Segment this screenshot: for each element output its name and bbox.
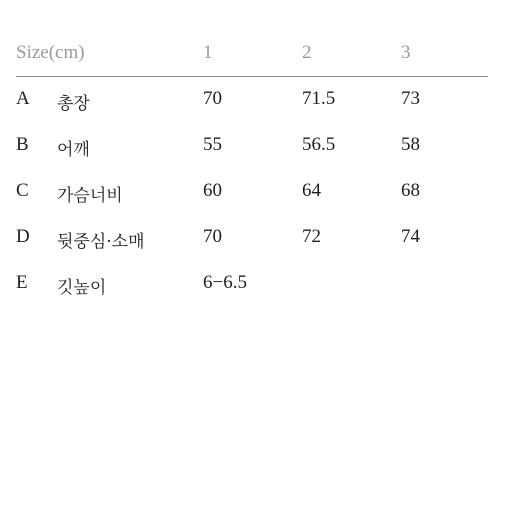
size-1-value: 70: [203, 88, 222, 109]
size-1-header: 1: [203, 42, 213, 63]
measurement-name: 뒷중심·소매: [57, 232, 145, 252]
table-row: [16, 180, 488, 210]
size-2-value: 56.5: [302, 134, 336, 155]
size-2-value: 71.5: [302, 88, 336, 109]
table-row: [16, 88, 488, 118]
table-row: [16, 272, 488, 302]
size-3-value: 58: [401, 134, 420, 155]
measurement-name: 가슴너비: [57, 186, 123, 206]
size-2-value: 64: [302, 180, 321, 201]
row-letter: C: [16, 180, 29, 201]
row-letter: E: [16, 272, 28, 293]
size-3-value: 73: [401, 88, 420, 109]
measurement-name: 어깨: [57, 140, 90, 160]
size-1-value: 70: [203, 226, 222, 247]
table-row: [16, 226, 488, 256]
row-letter: D: [16, 226, 30, 247]
table-header: [16, 38, 488, 77]
size-2-header: 2: [302, 42, 312, 63]
size-3-value: 68: [401, 180, 420, 201]
size-range-value: 6−6.5: [203, 272, 247, 293]
measurement-name: 깃높이: [57, 278, 107, 298]
measurement-name: 총장: [57, 94, 90, 114]
row-letter: B: [16, 134, 29, 155]
size-1-value: 55: [203, 134, 222, 155]
size-unit-header: Size(cm): [16, 42, 85, 63]
row-letter: A: [16, 88, 30, 109]
size-3-value: 74: [401, 226, 420, 247]
size-1-value: 60: [203, 180, 222, 201]
table-row: [16, 134, 488, 164]
size-3-header: 3: [401, 42, 411, 63]
size-2-value: 72: [302, 226, 321, 247]
